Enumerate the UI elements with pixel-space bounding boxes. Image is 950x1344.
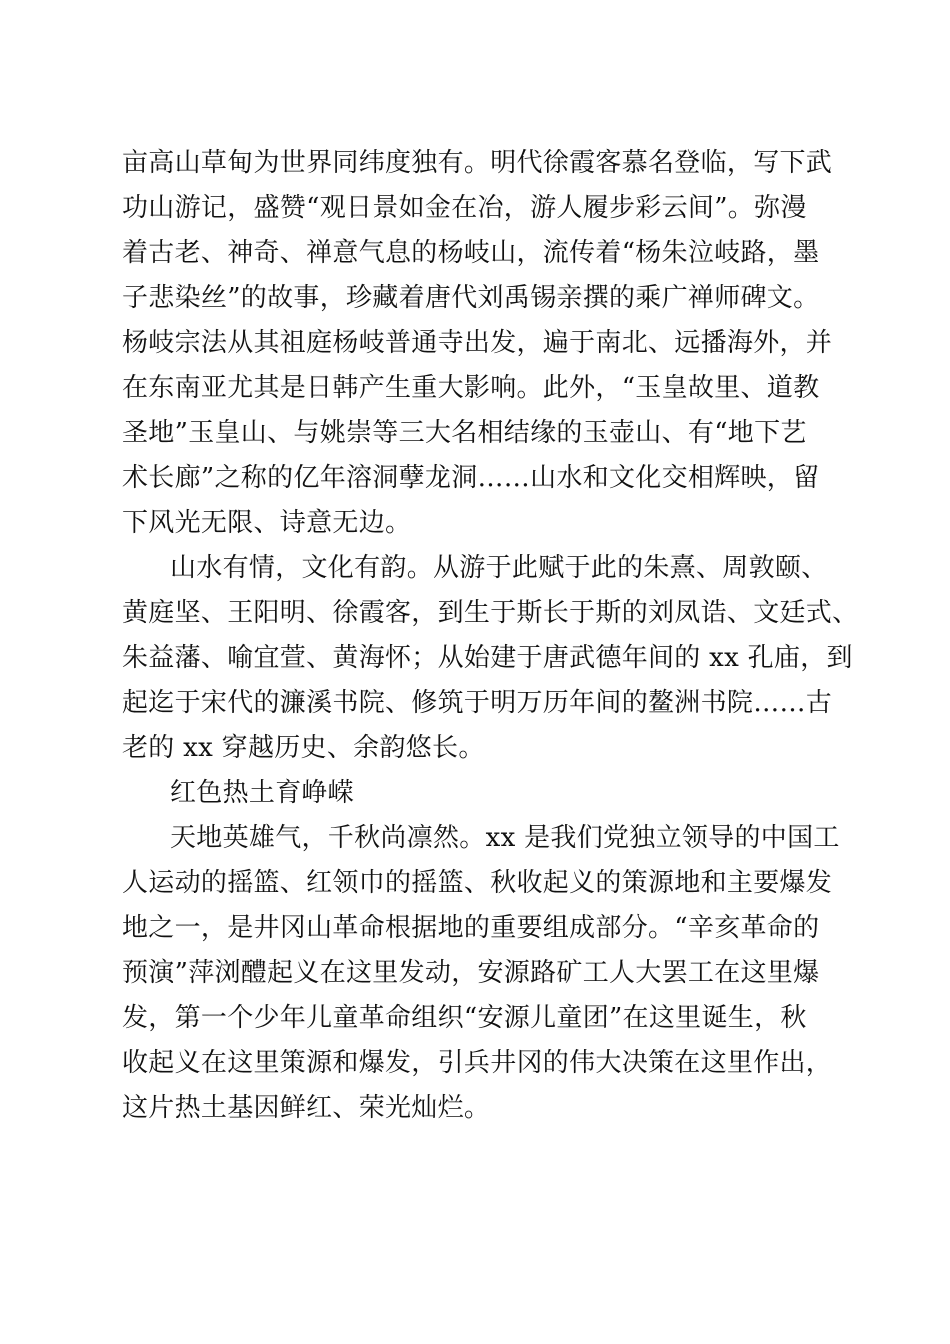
text-line: 预演”萍浏醴起义在这里发动，安源路矿工人大罢工在这里爆	[122, 958, 820, 988]
text-line: 在东南亚尤其是日韩产生重大影响。此外，“玉皇故里、道教	[122, 373, 820, 403]
text-line: 地之一，是井冈山革命根据地的重要组成部分。“辛亥革命的	[122, 913, 820, 943]
text-line: 发，第一个少年儿童革命组织“安源儿童团”在这里诞生，秋	[122, 1003, 807, 1033]
text-line: 老的 xx 穿越历史、余韵悠长。	[122, 733, 485, 763]
text-line: 收起义在这里策源和爆发，引兵井冈的伟大决策在这里作出，	[122, 1048, 833, 1078]
text-line: 黄庭坚、王阳明、徐霞客，到生于斯长于斯的刘凤诰、文廷式、	[122, 598, 859, 628]
text-line: 术长廊”之称的亿年溶洞孽龙洞……山水和文化交相辉映，留	[122, 463, 820, 493]
text-line: 功山游记，盛赞“观日景如金在冶，游人履步彩云间”。弥漫	[122, 193, 807, 223]
text-line: 杨岐宗法从其祖庭杨岐普通寺出发，遍于南北、远播海外，并	[122, 328, 833, 358]
text-line: 这片热土基因鲜红、荣光灿烂。	[122, 1093, 491, 1123]
text-line: 圣地”玉皇山、与姚崇等三大名相结缘的玉壶山、有“地下艺	[122, 418, 807, 448]
section-heading: 红色热土育峥嵘	[170, 778, 355, 808]
text-line: 下风光无限、诗意无边。	[122, 508, 412, 538]
text-line: 朱益藩、喻宜萱、黄海怀；从始建于唐武德年间的 xx 孔庙，到	[122, 643, 853, 673]
text-line: 天地英雄气，千秋尚凛然。xx 是我们党独立领导的中国工	[170, 823, 840, 853]
text-line: 起迄于宋代的濂溪书院、修筑于明万历年间的鳌洲书院……古	[122, 688, 833, 718]
text-line: 人运动的摇篮、红领巾的摇篮、秋收起义的策源地和主要爆发	[122, 868, 833, 898]
text-line: 亩高山草甸为世界同纬度独有。明代徐霞客慕名登临，写下武	[122, 148, 833, 178]
text-line: 子悲染丝”的故事，珍藏着唐代刘禹锡亲撰的乘广禅师碑文。	[122, 283, 820, 313]
text-line: 着古老、神奇、禅意气息的杨岐山，流传着“杨朱泣岐路，墨	[122, 238, 820, 268]
text-line: 山水有情，文化有韵。从游于此赋于此的朱熹、周敦颐、	[170, 553, 828, 583]
